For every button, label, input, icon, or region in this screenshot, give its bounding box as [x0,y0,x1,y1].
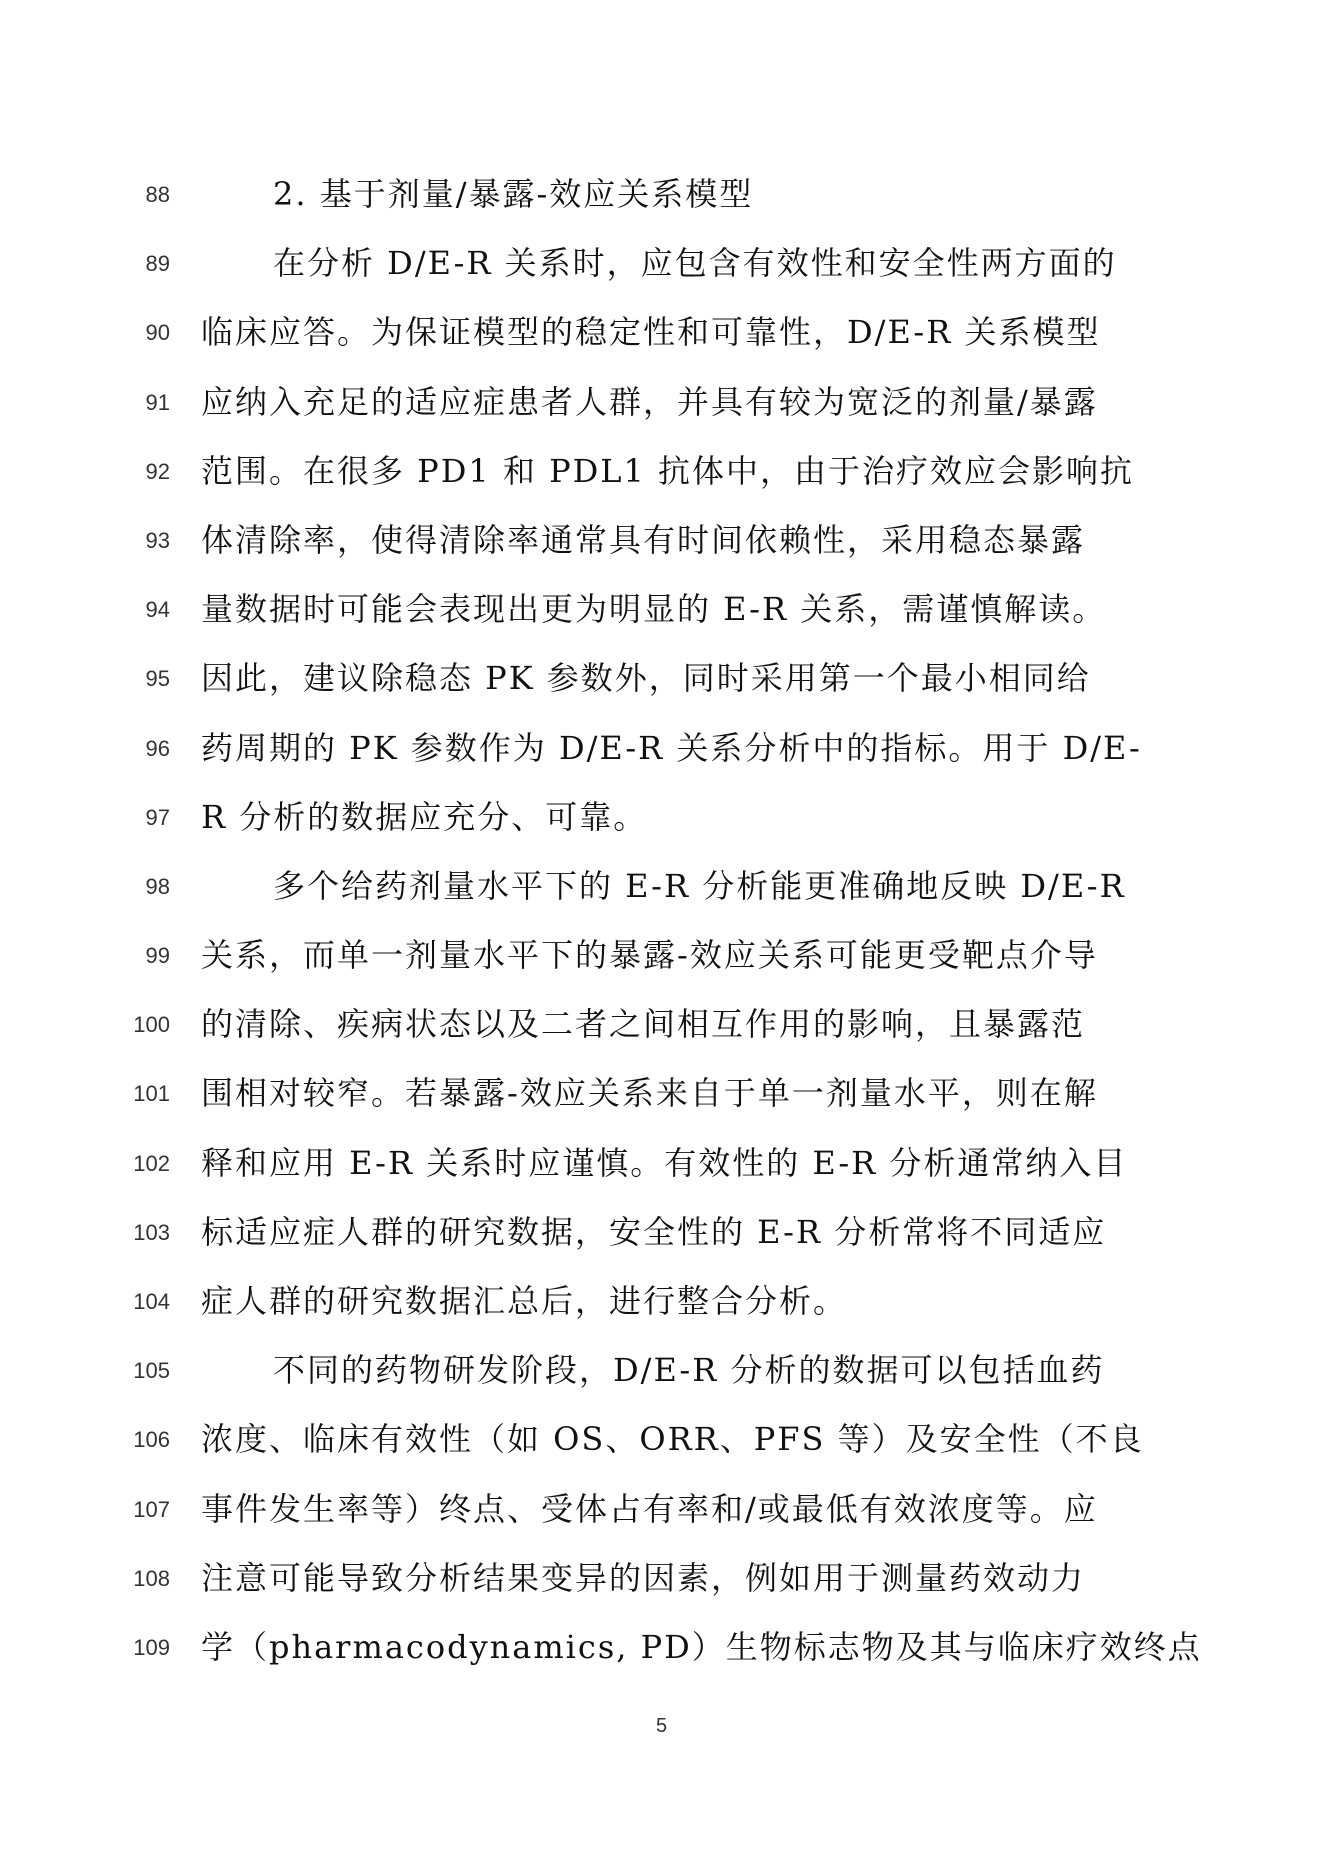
line-number: 102 [133,1150,170,1176]
text-line: 药周期的 PK 参数作为 D/E-R 关系分析中的指标。用于 D/E- [201,728,1142,767]
text-line: 浓度、临床有效性（如 OS、ORR、PFS 等）及安全性（不良 [201,1420,1144,1459]
text-line: R 分析的数据应充分、可靠。 [201,797,648,836]
line-number: 104 [133,1289,170,1314]
text-line: 学（pharmacodynamics, PD）生物标志物及其与临床疗效终点 [201,1627,1202,1666]
text-line: 应纳入充足的适应症患者人群，并具有较为宽泛的剂量/暴露 [201,382,1098,421]
line-number: 94 [145,597,170,623]
text-line: 释和应用 E-R 关系时应谨慎。有效性的 E-R 分析通常纳入目 [201,1143,1128,1182]
line-number: 97 [145,804,170,830]
line-number: 88 [145,182,170,207]
body-text [201,160,1202,1682]
text-line: 关系，而单一剂量水平下的暴露-效应关系可能更受靶点介导 [201,936,1098,975]
text-line: 量数据时可能会表现出更为明显的 E-R 关系，需谨慎解读。 [201,590,1107,629]
line-number: 90 [145,320,170,346]
text-line: 围相对较窄。若暴露-效应关系来自于单一剂量水平，则在解 [201,1074,1098,1113]
text-line: 标适应症人群的研究数据，安全性的 E-R 分析常将不同适应 [201,1212,1107,1251]
text-line: 范围。在很多 PD1 和 PDL1 抗体中，由于治疗效应会影响抗 [201,451,1135,490]
text-line: 在分析 D/E-R 关系时，应包含有效性和安全性两方面的 [273,244,1117,283]
line-number: 108 [133,1565,170,1591]
line-number: 107 [133,1496,170,1522]
line-number: 100 [133,1012,170,1038]
section-heading: 2. 基于剂量/暴露-效应关系模型 [273,175,754,213]
line-number: 105 [133,1358,170,1384]
line-number: 95 [145,666,170,692]
text-line: 事件发生率等）终点、受体占有率和/或最低有效浓度等。应 [201,1489,1098,1528]
line-number: 109 [133,1634,170,1660]
line-number: 93 [145,527,170,553]
text-line: 的清除、疾病状态以及二者之间相互作用的影响，且暴露范 [201,1005,1086,1044]
line-number: 101 [133,1081,170,1107]
page-number: 5 [655,1715,668,1737]
line-number: 106 [133,1427,170,1453]
line-number-gutter [110,160,170,1682]
line-number: 92 [145,458,170,484]
line-number: 91 [145,389,170,415]
line-number: 98 [145,873,170,899]
text-line: 症人群的研究数据汇总后，进行整合分析。 [201,1282,848,1320]
line-number: 96 [145,735,170,761]
text-line: 临床应答。为保证模型的稳定性和可靠性，D/E-R 关系模型 [201,313,1101,352]
line-number: 99 [145,943,170,969]
line-number: 89 [145,251,170,277]
text-line: 体清除率，使得清除率通常具有时间依赖性，采用稳态暴露 [201,520,1086,559]
text-line: 注意可能导致分析结果变异的因素，例如用于测量药效动力 [201,1558,1086,1597]
text-line: 多个给药剂量水平下的 E-R 分析能更准确地反映 D/E-R [273,866,1126,905]
line-number: 103 [133,1219,170,1245]
text-line: 因此，建议除稳态 PK 参数外，同时采用第一个最小相同给 [201,659,1091,698]
text-line: 不同的药物研发阶段，D/E-R 分析的数据可以包括血药 [273,1351,1105,1390]
